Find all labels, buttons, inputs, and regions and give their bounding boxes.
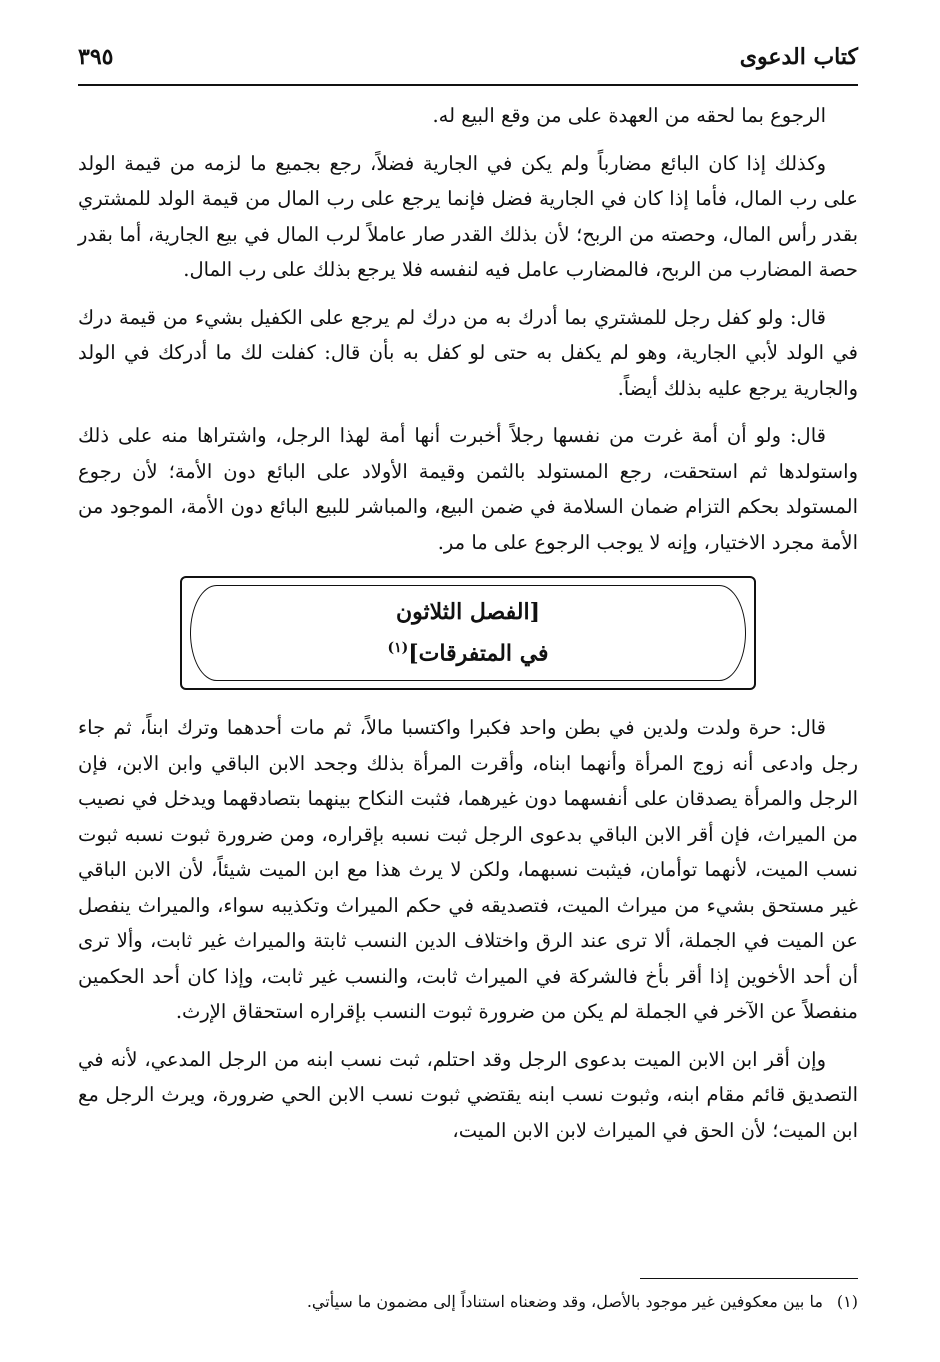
footnote-text: ما بين معكوفين غير موجود بالأصل، وقد وضعناه استناداً إلى مضمون ما سيأتي. [306,1292,823,1311]
chapter-subtitle [387,630,548,671]
page-number: ٣٩٥ [78,44,114,70]
page-header [78,40,858,86]
paragraph: قال: حرة ولدت ولدين في بطن واحد فكبرا واكتسبا مالاً، ثم مات أحدهما وترك ابناً، ثم جاء رجل وادعى أنه زوج المرأة وأنهما ابناه، وأقرت المرأة بذلك وجحد الابن الباقي وابن الابن، فإن الرجل والمرأة يصدقان على أنفسهما دون غيرهما، فثبت النكاح بينهما بتصادقهما ويدخل في نصيب من الميراث، فإن أقر الابن الباقي بدعوى الرجل ثبت نسبه بإقراره، ومن ضرورة ثبوت نسبه ثبوت نسب الميت، لأنهما توأمان، فيثبت نسبهما، ولكن لا يرث هذا مع ابن الميت شيئاً، لأن الابن الباقي غير مستحق بشيء من ميراث الميت، فتصديقه في حكم الميراث وتكذيبه سواء، والميراث ينفصل عن الميت في الجملة، ألا ترى عند الرق واختلاف الدين النسب ثابتة والميراث غير ثابت، وألا ترى أن أحد الأخوين إذا أقر بأخ فالشركة في الميراث ثابت، والنسب غير ثابت، وإذا كان أحد الحكمين منفصلاً عن الآخر في الجملة لم يكن من ضرورة ثبوت النسب بإقراره استحقاق الإرث. [78,716,858,1023]
paragraph: الرجوع بما لحقه من العهدة على من وقع البيع له. [432,104,826,127]
footnote-divider [640,1278,858,1279]
chapter-subtitle-text: في المتفرقات] [408,640,549,667]
book-title: كتاب الدعوى [739,44,858,70]
footnote-marker: (١) [836,1292,858,1311]
chapter-heading-box [180,576,756,690]
footnote-reference: (١) [387,640,409,657]
chapter-heading-frame [190,585,746,681]
paragraph: قال: ولو كفل رجل للمشتري بما أدرك به من درك لم يرجع على الكفيل بشيء من قيمة درك في الولد لأبي الجارية، وهو لم يكفل به حتى لو كفل به بأن قال: كفلت لك ما أدركك في الولد والجارية يرجع عليه بذلك أيضاً. [78,305,858,400]
paragraph: وإن أقر ابن الابن الميت بدعوى الرجل وقد احتلم، ثبت نسب ابنه من الرجل المدعي، لأنه في التصديق قائم مقام ابنه، وثبوت نسب ابنه يقتضي ثبوت نسب الابن الحي ضرورة، ويرث الرجل مع ابن الميت؛ لأن الحق في الميراث لابن الابن الميت، [78,1047,858,1142]
footnote [78,1290,858,1314]
paragraph: قال: ولو أن أمة غرت من نفسها رجلاً أخبرت أنها أمة لهذا الرجل، واشتراها منه على ذلك واستولدها ثم استحقت، رجع المستولد بالثمن وقيمة الأولاد على البائع دون الأمة؛ لأن رجوع المستولد بحكم التزام ضمان السلامة في ضمن البيع، والمباشر للبيع البائع دون الأمة، الموجود من الأمة مجرد الاختيار، وإنه لا يوجب الرجوع على ما مر. [78,424,858,554]
body-text [78,98,858,1160]
chapter-title: [الفصل الثلاثون [396,599,540,626]
paragraph: وكذلك إذا كان البائع مضارباً ولم يكن في الجارية فضلاً، رجع بجميع ما لزمه من قيمة الولد على رب المال، فأما إذا كان في الجارية فضل فإنما يرجع على رب المال من قيمة الولد للمشتري بقدر رأس المال، وحصته من الربح؛ لأن بذلك القدر صار عاملاً لرب المال في بيع الجارية، أما بقدر حصة المضارب من الربح، فالمضارب عامل فيه لنفسه فلا يرجع بذلك على رب المال. [78,151,858,281]
